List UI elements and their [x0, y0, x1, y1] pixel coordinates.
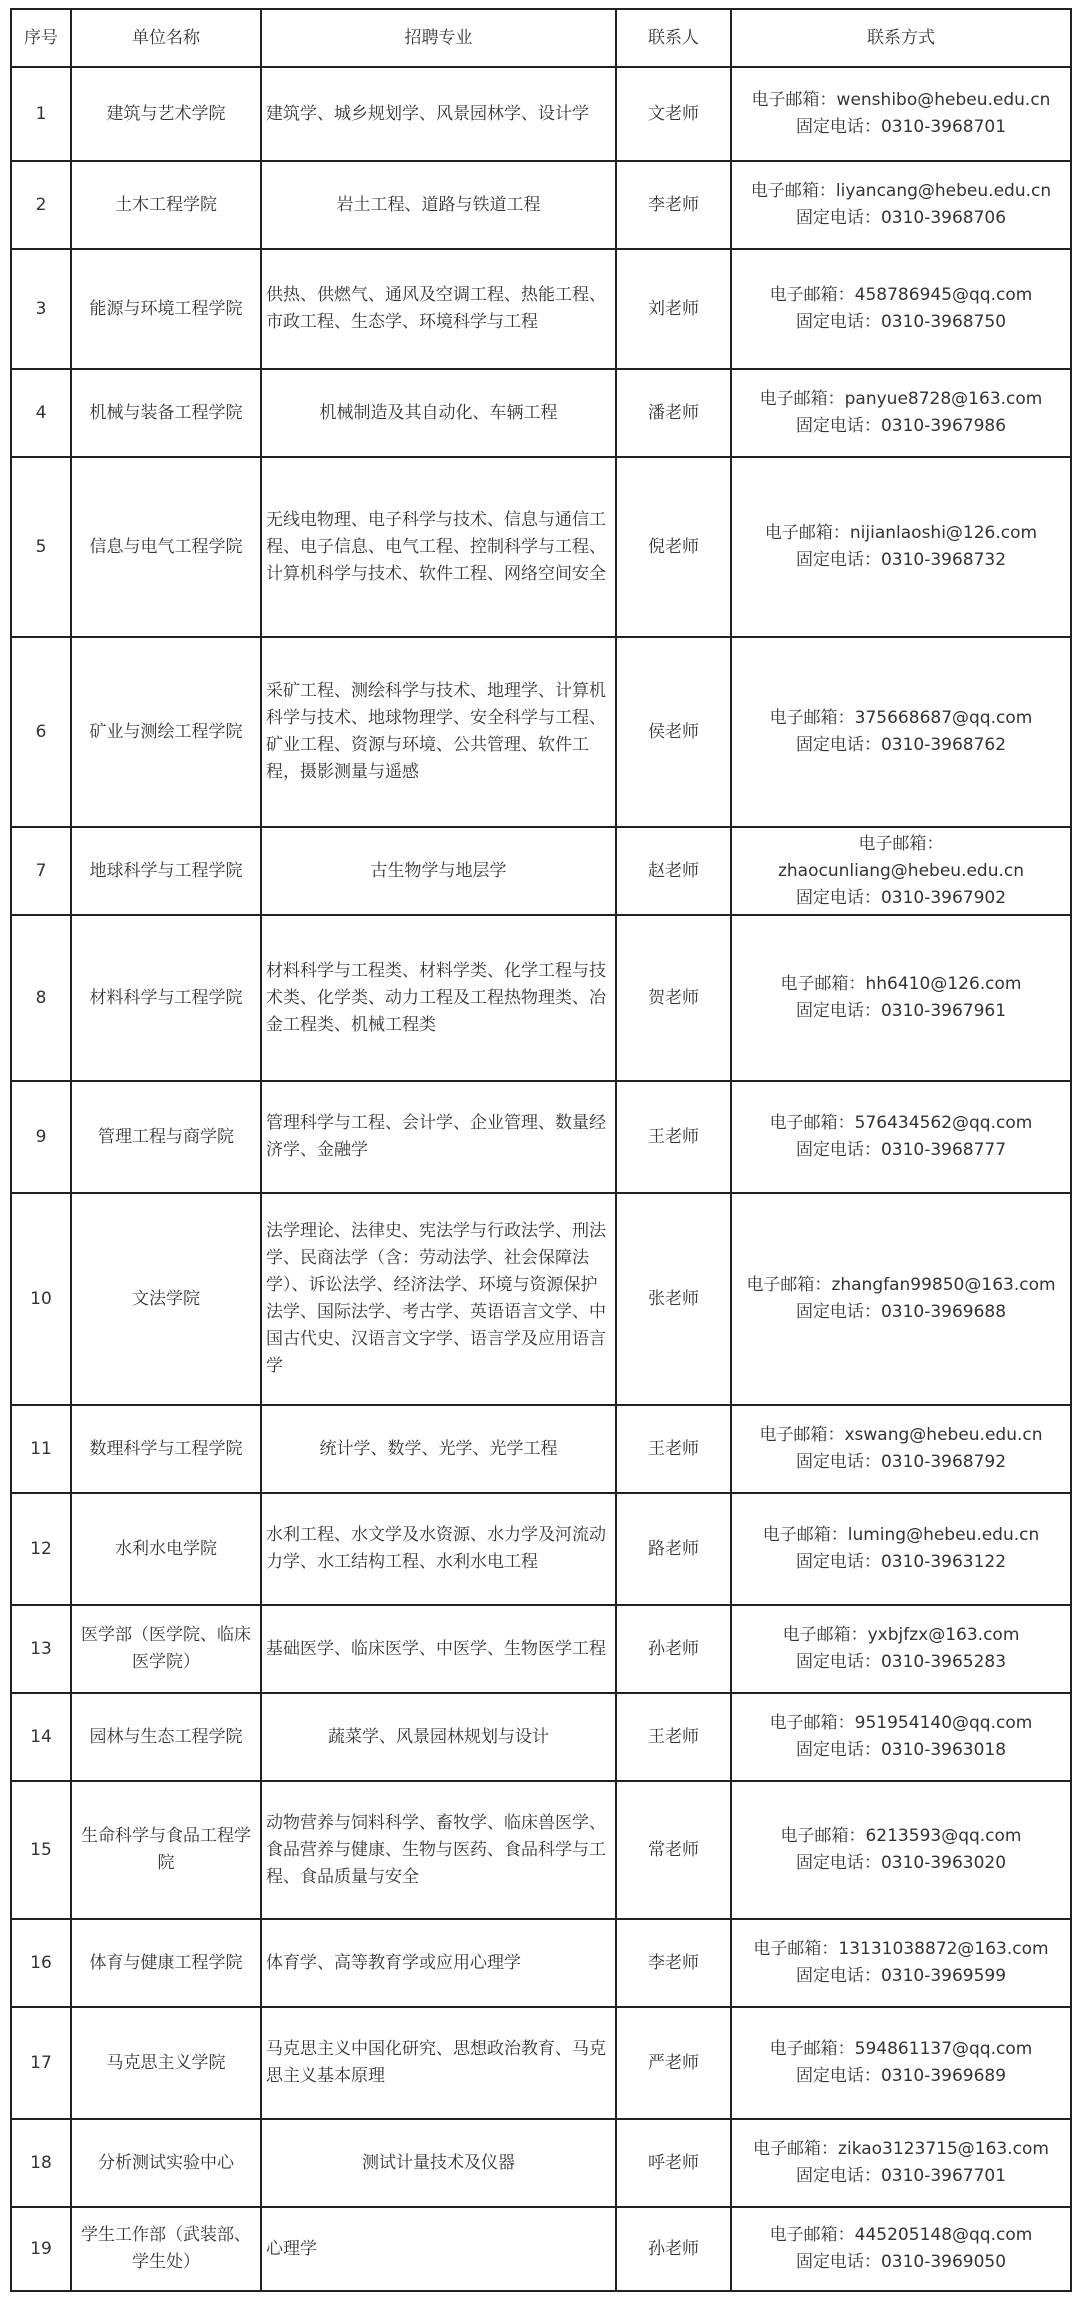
row-number: 11 — [11, 1405, 71, 1493]
contact-person: 严老师 — [616, 2007, 731, 2119]
table-row — [11, 1493, 1071, 1605]
contact-person: 侯老师 — [616, 637, 731, 827]
phone-line — [736, 1649, 1066, 1676]
phone-label: 固定电话： — [795, 1966, 881, 1986]
table-row — [11, 637, 1071, 827]
email-label: 电子邮箱： — [762, 1525, 848, 1545]
table-row — [11, 1193, 1071, 1405]
recruit-majors-cell — [261, 637, 616, 827]
unit-name: 地球科学与工程学院 — [71, 827, 261, 915]
phone-number[interactable]: 0310-3969689 — [880, 2066, 1007, 2086]
recruit-majors: 心理学 — [266, 2238, 317, 2259]
phone-number[interactable]: 0310-3968792 — [880, 1452, 1007, 1472]
row-number: 15 — [11, 1781, 71, 1919]
contact-info — [731, 457, 1071, 637]
unit-name: 建筑与艺术学院 — [71, 67, 261, 161]
recruitment-table — [10, 8, 1072, 2292]
recruit-majors: 无线电物理、电子科学与技术、信息与通信工程、电子信息、电气工程、控制科学与工程、计算机科学与技术、软件工程、网络空间安全 — [266, 509, 606, 584]
contact-info — [731, 2207, 1071, 2291]
phone-label: 固定电话： — [795, 2066, 881, 2086]
email-label: 电子邮箱： — [769, 1113, 855, 1133]
phone-label: 固定电话： — [795, 2252, 881, 2272]
row-number: 10 — [11, 1193, 71, 1405]
email-line — [736, 1110, 1066, 1137]
contact-info — [731, 1405, 1071, 1493]
unit-name: 学生工作部（武装部、学生处） — [71, 2207, 261, 2291]
recruit-majors: 采矿工程、测绘科学与技术、地理学、计算机科学与技术、地球物理学、安全科学与工程、矿业工程、资源与环境、公共管理、软件工程，摄影测量与遥感 — [266, 681, 606, 782]
email-address[interactable]: 458786945@qq.com — [854, 285, 1033, 305]
phone-label: 固定电话： — [795, 117, 881, 137]
email-address[interactable]: 594861137@qq.com — [854, 2039, 1033, 2059]
phone-label: 固定电话： — [795, 735, 881, 755]
email-label: 电子邮箱： — [759, 1425, 845, 1445]
email-line — [736, 1936, 1066, 1963]
recruit-majors-cell — [261, 369, 616, 457]
contact-info — [731, 915, 1071, 1081]
recruit-majors: 体育学、高等教育学或应用心理学 — [266, 1952, 521, 1973]
email-address[interactable]: 13131038872@163.com — [838, 1939, 1049, 1959]
contact-person: 李老师 — [616, 161, 731, 249]
phone-number[interactable]: 0310-3968777 — [880, 1140, 1007, 1160]
email-address[interactable]: 951954140@qq.com — [854, 1713, 1033, 1733]
table-header-row — [11, 9, 1071, 67]
phone-line — [736, 309, 1066, 336]
phone-number[interactable]: 0310-3963018 — [880, 1740, 1007, 1760]
table-row — [11, 1781, 1071, 1919]
recruit-majors: 岩土工程、道路与铁道工程 — [336, 194, 541, 215]
phone-number[interactable]: 0310-3967902 — [880, 887, 1007, 908]
recruitment-table-container — [10, 8, 1070, 2292]
phone-line — [736, 2063, 1066, 2090]
phone-line — [736, 1737, 1066, 1764]
contact-person: 常老师 — [616, 1781, 731, 1919]
recruit-majors: 供热、供燃气、通风及空调工程、热能工程、市政工程、生态学、环境科学与工程 — [266, 285, 606, 332]
recruit-majors: 古生物学与地层学 — [370, 860, 507, 881]
phone-label: 固定电话： — [795, 1302, 881, 1322]
contact-info — [731, 1493, 1071, 1605]
contact-info — [731, 1693, 1071, 1781]
table-row — [11, 1081, 1071, 1193]
table-row — [11, 2207, 1071, 2291]
email-address[interactable]: panyue8728@163.com — [844, 389, 1043, 409]
email-line — [736, 386, 1066, 413]
phone-line — [736, 114, 1066, 141]
email-line — [736, 831, 1066, 885]
recruit-majors: 马克思主义中国化研究、思想政治教育、马克思主义基本原理 — [266, 2039, 606, 2086]
email-address[interactable]: xswang@hebeu.edu.cn — [844, 1425, 1043, 1445]
phone-label: 固定电话： — [795, 1140, 881, 1160]
phone-line — [736, 998, 1066, 1025]
phone-number[interactable]: 0310-3967986 — [880, 416, 1007, 436]
email-line — [736, 2136, 1066, 2163]
recruit-majors-cell — [261, 915, 616, 1081]
email-address[interactable]: zhangfan99850@163.com — [831, 1275, 1056, 1295]
recruit-majors: 基础医学、临床医学、中医学、生物医学工程 — [266, 1638, 606, 1659]
phone-line — [736, 1850, 1066, 1877]
unit-name: 能源与环境工程学院 — [71, 249, 261, 369]
recruit-majors-cell — [261, 457, 616, 637]
contact-info — [731, 1781, 1071, 1919]
recruit-majors: 测试计量技术及仪器 — [362, 2152, 515, 2173]
recruit-majors-cell — [261, 67, 616, 161]
recruit-majors-cell — [261, 1605, 616, 1693]
header-contact: 联系方式 — [731, 9, 1071, 67]
email-label: 电子邮箱： — [769, 2225, 855, 2245]
email-address[interactable]: hh6410@126.com — [865, 974, 1022, 994]
contact-person: 倪老师 — [616, 457, 731, 637]
table-row — [11, 1605, 1071, 1693]
email-line — [736, 1522, 1066, 1549]
row-number: 8 — [11, 915, 71, 1081]
phone-label: 固定电话： — [795, 208, 881, 228]
phone-line — [736, 547, 1066, 574]
row-number: 3 — [11, 249, 71, 369]
phone-line — [736, 885, 1066, 912]
email-label: 电子邮箱： — [751, 90, 837, 110]
recruit-majors: 法学理论、法律史、宪法学与行政法学、刑法学、民商法学（含：劳动法学、社会保障法学）、诉讼法学、经济法学、环境与资源保护法学、国际法学、考古学、英语语言文学、中国古代史、汉语言文字学、语言学及应用语言学 — [266, 1221, 606, 1376]
email-label: 电子邮箱： — [858, 833, 944, 854]
header-person: 联系人 — [616, 9, 731, 67]
unit-name: 机械与装备工程学院 — [71, 369, 261, 457]
phone-label: 固定电话： — [795, 1853, 881, 1873]
email-line — [736, 1272, 1066, 1299]
contact-info — [731, 249, 1071, 369]
contact-info — [731, 2007, 1071, 2119]
contact-info — [731, 1081, 1071, 1193]
email-label: 电子邮箱： — [769, 285, 855, 305]
row-number: 7 — [11, 827, 71, 915]
recruit-majors-cell — [261, 249, 616, 369]
unit-name: 信息与电气工程学院 — [71, 457, 261, 637]
phone-line — [736, 1449, 1066, 1476]
table-row — [11, 827, 1071, 915]
contact-info — [731, 1193, 1071, 1405]
email-line — [736, 282, 1066, 309]
contact-info — [731, 827, 1071, 915]
row-number: 17 — [11, 2007, 71, 2119]
row-number: 12 — [11, 1493, 71, 1605]
recruit-majors-cell — [261, 2207, 616, 2291]
contact-person: 文老师 — [616, 67, 731, 161]
phone-number[interactable]: 0310-3968706 — [880, 208, 1007, 228]
phone-number[interactable]: 0310-3968732 — [880, 550, 1007, 570]
email-label: 电子邮箱： — [746, 1275, 832, 1295]
unit-name: 园林与生态工程学院 — [71, 1693, 261, 1781]
phone-label: 固定电话： — [795, 1001, 881, 1021]
email-label: 电子邮箱： — [750, 181, 836, 201]
phone-label: 固定电话： — [795, 1740, 881, 1760]
recruit-majors: 建筑学、城乡规划学、风景园林学、设计学 — [266, 103, 589, 124]
table-row — [11, 369, 1071, 457]
email-label: 电子邮箱： — [753, 2139, 839, 2159]
email-address[interactable]: liyancang@hebeu.edu.cn — [835, 181, 1052, 201]
email-address[interactable]: 6213593@qq.com — [865, 1826, 1022, 1846]
contact-person: 孙老师 — [616, 2207, 731, 2291]
recruit-majors: 动物营养与饲料科学、畜牧学、临床兽医学、食品营养与健康、生物与医药、食品科学与工程、食品质量与安全 — [266, 1812, 606, 1887]
table-row — [11, 1919, 1071, 2007]
phone-number[interactable]: 0310-3968701 — [880, 117, 1007, 137]
phone-number[interactable]: 0310-3969050 — [880, 2252, 1007, 2272]
email-address[interactable]: zhaocunliang@hebeu.edu.cn — [777, 860, 1025, 881]
contact-person: 王老师 — [616, 1693, 731, 1781]
phone-number[interactable]: 0310-3968762 — [880, 735, 1007, 755]
row-number: 13 — [11, 1605, 71, 1693]
email-address[interactable]: zikao3123715@163.com — [838, 2139, 1049, 2159]
header-unit: 单位名称 — [71, 9, 261, 67]
email-line — [736, 2036, 1066, 2063]
phone-label: 固定电话： — [795, 1452, 881, 1472]
contact-person: 赵老师 — [616, 827, 731, 915]
contact-person: 张老师 — [616, 1193, 731, 1405]
contact-person: 王老师 — [616, 1081, 731, 1193]
recruit-majors-cell — [261, 1919, 616, 2007]
phone-label: 固定电话： — [795, 2166, 881, 2186]
email-address[interactable]: nijianlaoshi@126.com — [849, 523, 1038, 543]
email-line — [736, 2222, 1066, 2249]
row-number: 1 — [11, 67, 71, 161]
phone-number[interactable]: 0310-3967701 — [880, 2166, 1007, 2186]
phone-line — [736, 1963, 1066, 1990]
email-address[interactable]: 445205148@qq.com — [854, 2225, 1033, 2245]
table-row — [11, 161, 1071, 249]
phone-number[interactable]: 0310-3963122 — [880, 1552, 1007, 1572]
recruit-majors: 蔬菜学、风景园林规划与设计 — [328, 1726, 549, 1747]
phone-line — [736, 732, 1066, 759]
phone-number[interactable]: 0310-3965283 — [880, 1652, 1007, 1672]
phone-number[interactable]: 0310-3967961 — [880, 1001, 1007, 1021]
unit-name: 矿业与测绘工程学院 — [71, 637, 261, 827]
email-address[interactable]: 375668687@qq.com — [854, 708, 1033, 728]
email-label: 电子邮箱： — [759, 389, 845, 409]
phone-line — [736, 2163, 1066, 2190]
email-label: 电子邮箱： — [780, 1826, 866, 1846]
table-row — [11, 2007, 1071, 2119]
email-label: 电子邮箱： — [769, 1713, 855, 1733]
table-row — [11, 1693, 1071, 1781]
recruit-majors: 水利工程、水文学及水资源、水力学及河流动力学、水工结构工程、水利水电工程 — [266, 1525, 606, 1572]
email-address[interactable]: yxbjfzx@163.com — [867, 1625, 1020, 1645]
email-label: 电子邮箱： — [782, 1625, 868, 1645]
recruit-majors-cell — [261, 161, 616, 249]
contact-person: 李老师 — [616, 1919, 731, 2007]
phone-number[interactable]: 0310-3969599 — [880, 1966, 1007, 1986]
email-address[interactable]: luming@hebeu.edu.cn — [847, 1525, 1040, 1545]
table-row — [11, 1405, 1071, 1493]
contact-person: 贺老师 — [616, 915, 731, 1081]
unit-name: 数理科学与工程学院 — [71, 1405, 261, 1493]
contact-person: 孙老师 — [616, 1605, 731, 1693]
unit-name: 分析测试实验中心 — [71, 2119, 261, 2207]
unit-name: 体育与健康工程学院 — [71, 1919, 261, 2007]
row-number: 19 — [11, 2207, 71, 2291]
table-row — [11, 67, 1071, 161]
unit-name: 水利水电学院 — [71, 1493, 261, 1605]
email-line — [736, 1422, 1066, 1449]
email-line — [736, 1823, 1066, 1850]
header-no: 序号 — [11, 9, 71, 67]
contact-info — [731, 1605, 1071, 1693]
table-row — [11, 457, 1071, 637]
unit-name: 生命科学与食品工程学院 — [71, 1781, 261, 1919]
contact-person: 路老师 — [616, 1493, 731, 1605]
email-label: 电子邮箱： — [769, 708, 855, 728]
unit-name: 马克思主义学院 — [71, 2007, 261, 2119]
email-label: 电子邮箱： — [764, 523, 850, 543]
recruit-majors-cell — [261, 1405, 616, 1493]
phone-number[interactable]: 0310-3963020 — [880, 1853, 1007, 1873]
phone-line — [736, 1299, 1066, 1326]
table-row — [11, 249, 1071, 369]
recruit-majors: 机械制造及其自动化、车辆工程 — [319, 402, 558, 423]
email-label: 电子邮箱： — [769, 2039, 855, 2059]
recruit-majors-cell — [261, 2007, 616, 2119]
row-number: 14 — [11, 1693, 71, 1781]
phone-line — [736, 1137, 1066, 1164]
unit-name: 管理工程与商学院 — [71, 1081, 261, 1193]
recruit-majors: 材料科学与工程类、材料学类、化学工程与技术类、化学类、动力工程及工程热物理类、冶金工程类、机械工程类 — [266, 960, 606, 1035]
row-number: 18 — [11, 2119, 71, 2207]
row-number: 4 — [11, 369, 71, 457]
contact-info — [731, 2119, 1071, 2207]
email-line — [736, 705, 1066, 732]
recruit-majors: 管理科学与工程、会计学、企业管理、数量经济学、金融学 — [266, 1113, 606, 1160]
recruit-majors-cell — [261, 1781, 616, 1919]
row-number: 2 — [11, 161, 71, 249]
row-number: 6 — [11, 637, 71, 827]
recruit-majors: 统计学、数学、光学、光学工程 — [319, 1438, 558, 1459]
phone-line — [736, 413, 1066, 440]
header-major: 招聘专业 — [261, 9, 616, 67]
email-line — [736, 1622, 1066, 1649]
email-address[interactable]: 576434562@qq.com — [854, 1113, 1033, 1133]
email-label: 电子邮箱： — [753, 1939, 839, 1959]
contact-info — [731, 637, 1071, 827]
phone-line — [736, 205, 1066, 232]
recruit-majors-cell — [261, 1693, 616, 1781]
email-line — [736, 520, 1066, 547]
email-address[interactable]: wenshibo@hebeu.edu.cn — [836, 90, 1051, 110]
phone-label: 固定电话： — [795, 1652, 881, 1672]
email-line — [736, 178, 1066, 205]
recruit-majors-cell — [261, 1193, 616, 1405]
email-line — [736, 87, 1066, 114]
table-row — [11, 915, 1071, 1081]
phone-label: 固定电话： — [795, 1552, 881, 1572]
phone-label: 固定电话： — [795, 887, 881, 908]
recruit-majors-cell — [261, 1493, 616, 1605]
phone-line — [736, 2249, 1066, 2276]
phone-number[interactable]: 0310-3968750 — [880, 312, 1007, 332]
contact-person: 王老师 — [616, 1405, 731, 1493]
email-label: 电子邮箱： — [780, 974, 866, 994]
row-number: 9 — [11, 1081, 71, 1193]
phone-label: 固定电话： — [795, 550, 881, 570]
contact-info — [731, 1919, 1071, 2007]
contact-person: 呼老师 — [616, 2119, 731, 2207]
email-line — [736, 971, 1066, 998]
row-number: 16 — [11, 1919, 71, 2007]
unit-name: 土木工程学院 — [71, 161, 261, 249]
recruit-majors-cell — [261, 1081, 616, 1193]
table-row — [11, 2119, 1071, 2207]
contact-info — [731, 369, 1071, 457]
phone-label: 固定电话： — [795, 416, 881, 436]
contact-info — [731, 161, 1071, 249]
recruit-majors-cell — [261, 2119, 616, 2207]
phone-label: 固定电话： — [795, 312, 881, 332]
unit-name: 材料科学与工程学院 — [71, 915, 261, 1081]
contact-person: 潘老师 — [616, 369, 731, 457]
row-number: 5 — [11, 457, 71, 637]
recruit-majors-cell — [261, 827, 616, 915]
contact-person: 刘老师 — [616, 249, 731, 369]
phone-number[interactable]: 0310-3969688 — [880, 1302, 1007, 1322]
unit-name: 文法学院 — [71, 1193, 261, 1405]
unit-name: 医学部（医学院、临床医学院） — [71, 1605, 261, 1693]
email-line — [736, 1710, 1066, 1737]
phone-line — [736, 1549, 1066, 1576]
contact-info — [731, 67, 1071, 161]
